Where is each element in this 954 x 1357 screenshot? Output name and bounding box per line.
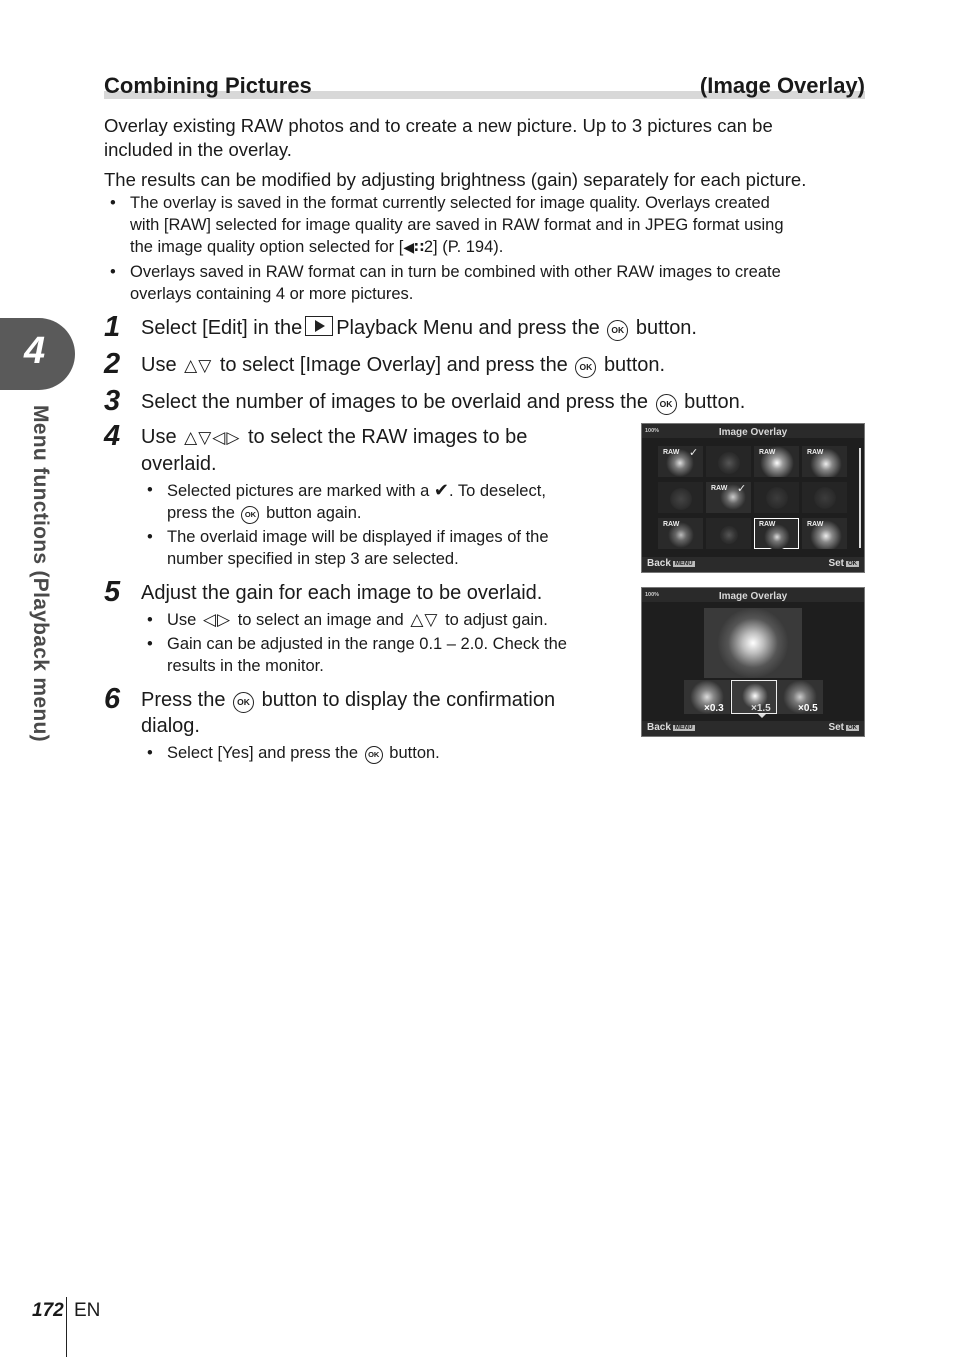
thumbnail[interactable]: [658, 446, 703, 477]
thumbnail[interactable]: [754, 446, 799, 477]
intro-paragraph-2: The results can be modified by adjusting brightness (gain) separately for each picture.: [104, 169, 807, 190]
intro-bullet-2: • Overlays saved in RAW format can in turn be combined with other RAW images to create overlays containing 4 or more pictures.: [110, 263, 781, 303]
step-text: [141, 687, 621, 739]
page-number: 172: [32, 1300, 64, 1321]
four-way-arrow-icon: △▽◁▷: [184, 428, 241, 447]
ok-button-icon: OK: [241, 506, 259, 524]
step-2-text-a: Use: [141, 354, 177, 376]
step-4-text-b: to select the RAW images to be: [248, 426, 528, 448]
step-4-b2-line1: The overlaid image will be displayed if images of the: [167, 528, 549, 546]
step-5-b1-a: Use: [167, 611, 197, 629]
step-number: 1: [104, 311, 121, 343]
check-icon: ✓: [737, 483, 747, 495]
step-4-bullet-1: • Selected pictures are marked with a ✔. To deselect, press the OK button again.: [147, 480, 546, 522]
screen-bottom-bar: [642, 557, 864, 572]
step-6-b1-b: button.: [389, 744, 440, 762]
step-2-text-c: button.: [603, 354, 666, 376]
ok-button-icon: OK: [233, 692, 254, 713]
thumbnail[interactable]: [658, 482, 703, 513]
screen-bottom-bar: [642, 721, 864, 736]
raw-label: RAW: [663, 521, 680, 528]
step-4-b1-b: . To deselect,: [448, 482, 546, 500]
image-overlay-select-screen: [641, 423, 865, 573]
overlay-preview: [704, 608, 802, 678]
step-1-text-c: button.: [635, 317, 697, 339]
set-label: Set: [828, 558, 844, 569]
intro-b1-line3-b: 2] (P. 194).: [423, 238, 504, 256]
set-label: Set: [828, 722, 844, 733]
down-arrow-icon: [758, 714, 766, 718]
step-6-line2: dialog.: [141, 715, 200, 737]
screen-title: Image Overlay: [718, 591, 788, 602]
step-4-line2: overlaid.: [141, 453, 217, 475]
section-heading: [104, 73, 865, 99]
raw-label: RAW: [711, 485, 728, 492]
step-6-text-b: button to display the confirmation: [261, 689, 556, 711]
back-hint: [647, 722, 695, 733]
heading-subtitle: (Image Overlay): [699, 73, 865, 98]
step-4-b2-line2: number specified in step 3 are selected.: [167, 550, 459, 568]
gain-value: ×0.3: [704, 703, 724, 714]
step-number: 6: [104, 683, 121, 715]
step-5-bullet-1: • Use ◁▷ to select an image and △▽ to adjust gain.: [147, 610, 548, 629]
ok-button-icon: OK: [575, 357, 596, 378]
chapter-title: [4, 405, 52, 785]
step-1-text-a: Select [Edit] in the: [141, 317, 303, 339]
intro-b1-line2: with [RAW] selected for image quality are saved in RAW format and in JPEG format using: [130, 216, 784, 234]
step-5-b1-c: to adjust gain.: [445, 611, 548, 629]
thumbnail[interactable]: [802, 482, 847, 513]
camera-menu-icon: ◀∷: [403, 239, 424, 255]
step-text: Adjust the gain for each image to be overlaid.: [141, 582, 543, 604]
step-4-b1-a: Selected pictures are marked with a: [167, 482, 430, 500]
gain-value-selected: ×1.5: [751, 703, 771, 714]
chapter-title-text: Menu functions (Playback menu): [29, 405, 52, 742]
thumbnail[interactable]: [658, 518, 703, 549]
playback-icon: [305, 316, 333, 336]
screen-title: Image Overlay: [718, 427, 788, 438]
thumbnail[interactable]: [706, 518, 751, 549]
step-4-b1-c: press the: [167, 504, 235, 522]
step-5-b2-line1: Gain can be adjusted in the range 0.1 – 2.0. Check the: [167, 635, 567, 653]
intro-b2-line1: Overlays saved in RAW format can in turn be combined with other RAW images to create: [130, 263, 781, 281]
ok-button-icon: OK: [365, 746, 383, 764]
thumbnail[interactable]: [706, 446, 751, 477]
chapter-number: 4: [24, 330, 46, 372]
step-text: [141, 389, 861, 415]
step-5-bullet-2: • Gain can be adjusted in the range 0.1 – 2.0. Check the results in the monitor.: [167, 633, 617, 677]
step-4-b1-d: button again.: [266, 504, 362, 522]
intro-b1-line1: The overlay is saved in the format currently selected for image quality. Overlays created: [130, 194, 770, 212]
up-down-arrow-icon: △▽: [184, 356, 213, 375]
step-3-text-a: Select the number of images to be overlaid and press the: [141, 391, 648, 413]
left-right-arrow-icon: ◁▷: [202, 610, 232, 629]
back-hint: [647, 558, 695, 569]
check-icon: ✓: [689, 447, 699, 459]
step-3-text-c: button.: [684, 391, 746, 413]
thumbnail[interactable]: [802, 518, 847, 549]
step-6-b1-a: Select [Yes] and press the: [167, 744, 359, 762]
gain-value: ×0.5: [798, 703, 818, 714]
zoom-indicator: 100%: [645, 592, 660, 598]
thumbnail[interactable]: [754, 482, 799, 513]
step-4-bullet-2: • The overlaid image will be displayed if images of the number specified in step 3 are selected.: [167, 526, 607, 570]
menu-tag: MENU: [674, 561, 693, 567]
step-number: 3: [104, 385, 121, 417]
check-icon: ✔: [433, 480, 449, 500]
raw-label: RAW: [759, 521, 776, 528]
step-number: 4: [104, 420, 121, 452]
thumbnail[interactable]: [802, 446, 847, 477]
set-hint: [828, 722, 859, 733]
intro-b1-line3-a: the image quality option selected for [: [130, 238, 404, 256]
back-label: Back: [647, 722, 671, 733]
thumbnail-selected[interactable]: [754, 518, 799, 549]
step-6-bullet-1: • Select [Yes] and press the OK button.: [147, 744, 440, 762]
thumbnail[interactable]: [706, 482, 751, 513]
intro-p1-line2: included in the overlay.: [104, 139, 292, 160]
intro-bullet-1: • The overlay is saved in the format currently selected for image quality. Overlays created with [RAW] selected for image quality are saved in RAW format and in JPEG format using the image quality option selected for [◀∷2] (P. 194).: [110, 194, 784, 256]
zoom-indicator: 100%: [645, 428, 660, 434]
intro-b1-line3: [130, 236, 784, 258]
step-text: [141, 315, 841, 341]
intro-p1-line1: Overlay existing RAW photos and to create a new picture. Up to 3 pictures can be: [104, 115, 773, 136]
heading-title: Combining Pictures: [104, 73, 312, 98]
back-label: Back: [647, 558, 671, 569]
chapter-tab: [0, 318, 75, 390]
step-number: 2: [104, 348, 121, 380]
step-text: [141, 352, 841, 379]
language-code: EN: [74, 1300, 101, 1321]
raw-label: RAW: [807, 521, 824, 528]
scrollbar[interactable]: [859, 448, 861, 548]
raw-label: RAW: [807, 449, 824, 456]
menu-tag: MENU: [674, 725, 693, 731]
footer-divider: [66, 1297, 67, 1357]
up-down-arrow-icon: △▽: [410, 610, 439, 629]
image-overlay-gain-screen: [641, 587, 865, 737]
step-1-text-b: Playback Menu and press the: [336, 317, 600, 339]
step-text: [141, 424, 611, 477]
step-6-text-a: Press the: [141, 689, 226, 711]
step-5-b1-b: to select an image and: [237, 611, 404, 629]
set-hint: [828, 558, 859, 569]
step-5-b2-line2: results in the monitor.: [167, 657, 324, 675]
step-4-text-a: Use: [141, 426, 177, 448]
intro-b2-line2: overlays containing 4 or more pictures.: [130, 285, 414, 303]
ok-tag: OK: [848, 561, 857, 567]
intro-paragraph-1: [104, 114, 773, 162]
ok-button-icon: OK: [607, 320, 628, 341]
step-2-text-b: to select [Image Overlay] and press the: [219, 354, 568, 376]
step-number: 5: [104, 576, 121, 608]
raw-label: RAW: [759, 449, 776, 456]
raw-label: RAW: [663, 449, 680, 456]
ok-tag: OK: [848, 725, 857, 731]
ok-button-icon: OK: [656, 394, 677, 415]
